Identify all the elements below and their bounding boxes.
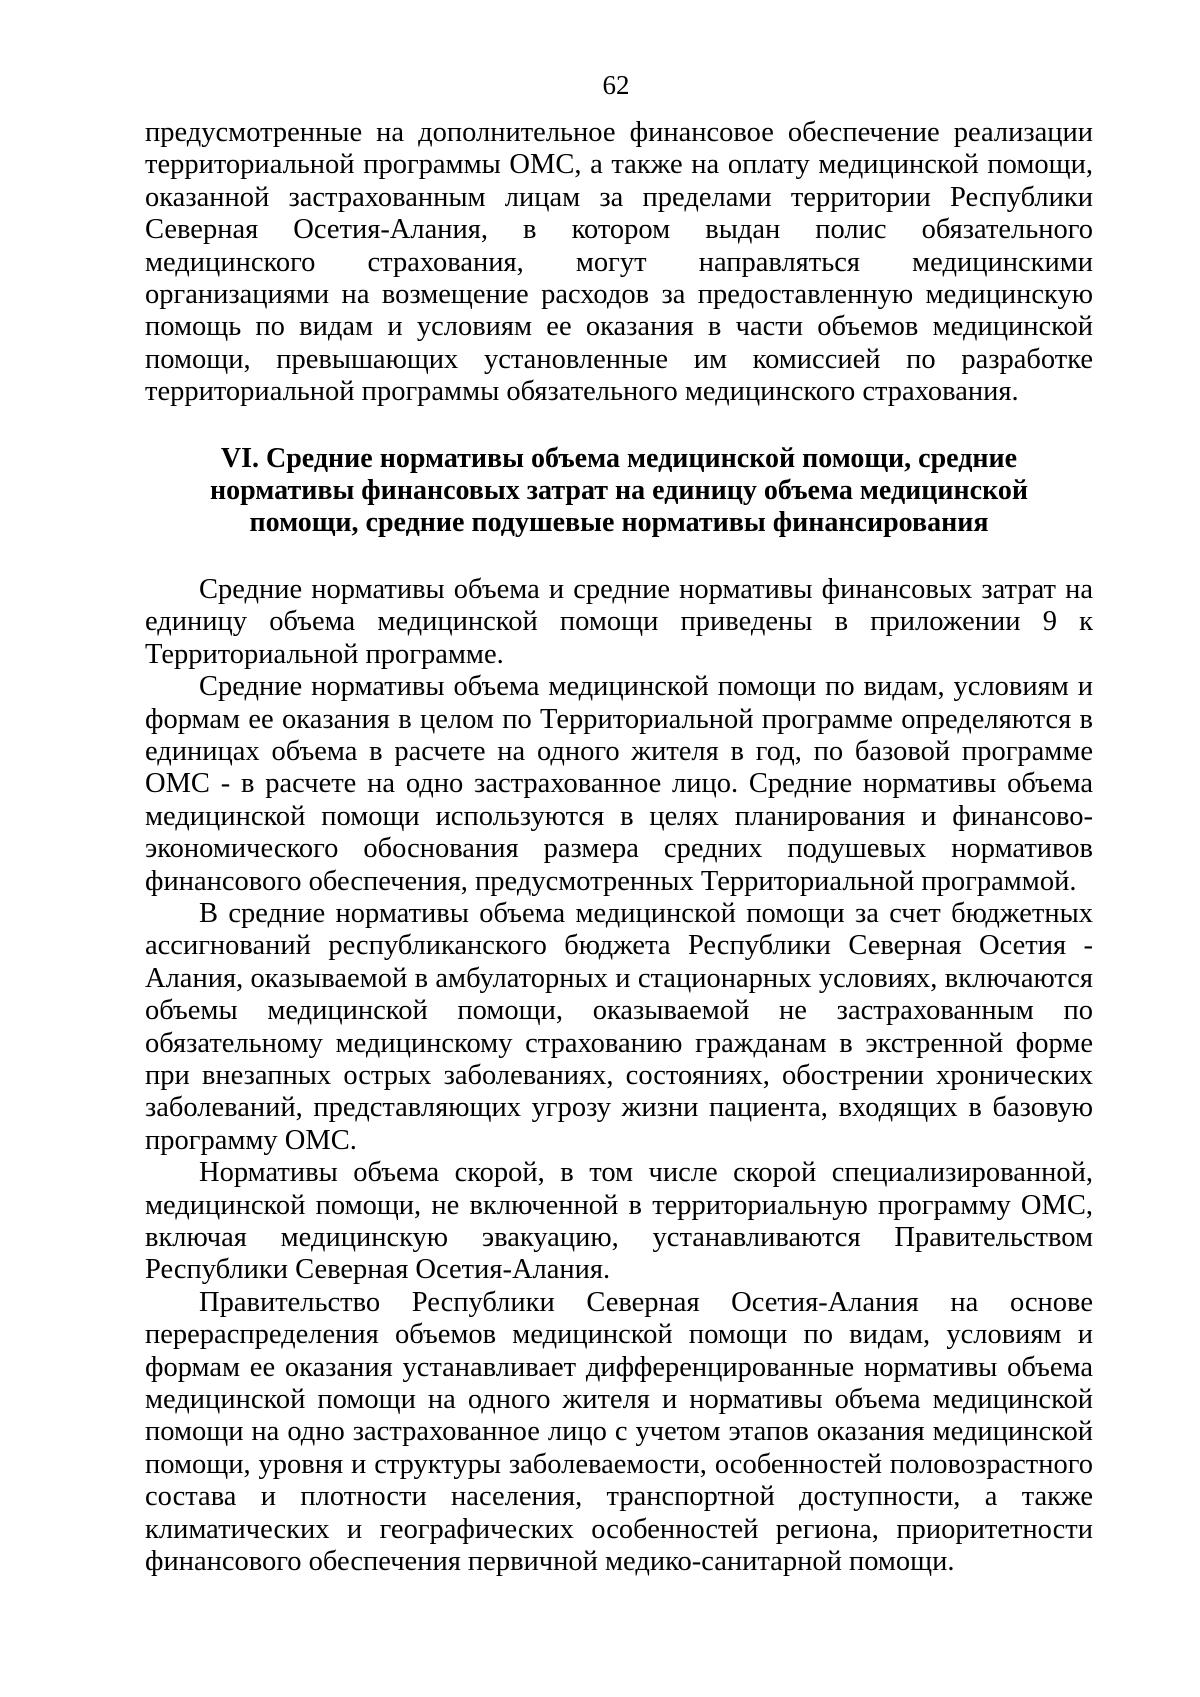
paragraph-government-differentiation: Правительство Республики Северная Осетия-Алания на основе перераспределения объемов медицинской помощи по видам, условиям и формам ее оказания устанавливает дифференцированные нормативы объема медицинской помощи на одного жителя и нормативы объема медицинской помощи на одно застрахованное лицо с учетом этапов оказания медицинской помощи, уровня и структуры заболеваемости, особенностей половозрастного состава и плотности населения, транспортной доступности, а также климатических и географических особенностей региона, приоритетности финансового обеспечения первичной медико-санитарной помощи.: [145, 1286, 1093, 1578]
paragraph-emergency-norms: Нормативы объема скорой, в том числе скорой специализированной, медицинской помощи, не включенной в территориальную программу ОМС, включая медицинскую эвакуацию, устанавливаются Правительством Республики Северная Осетия-Алания.: [145, 1157, 1093, 1286]
paragraph-volume-norms: Средние нормативы объема медицинской помощи по видам, условиям и формам ее оказания в целом по Территориальной программе определяются в единицах объема в расчете на одного жителя в год, по базовой программе ОМС - в расчете на одно застрахованное лицо. Средние нормативы объема медицинской помощи используются в целях планирования и финансово-экономического обоснования размера средних подушевых нормативов финансового обеспечения, предусмотренных Территориальной программой.: [145, 671, 1093, 897]
paragraph-continuation: предусмотренные на дополнительное финансовое обеспечение реализации территориальной программы ОМС, а также на оплату медицинской помощи, оказанной застрахованным лицам за пределами территории Республики Северная Осетия-Алания, в котором выдан полис обязательного медицинского страхования, могут направляться медицинскими организациями на возмещение расходов за предоставленную медицинскую помощь по видам и условиям ее оказания в части объемов медицинской помощи, превышающих установленные им комиссией по разработке территориальной программы обязательного медицинского страхования.: [145, 117, 1093, 408]
paragraph-averages-appendix: Средние нормативы объема и средние нормативы финансовых затрат на единицу объема медицинской помощи приведены в приложении 9 к Территориальной программе.: [145, 573, 1093, 670]
paragraph-budget-norms: В средние нормативы объема медицинской помощи за счет бюджетных ассигнований республиканского бюджета Республики Северная Осетия - Алания, оказываемой в амбулаторных и стационарных условиях, включаются объемы медицинской помощи, оказываемой не застрахованным по обязательному медицинскому страхованию гражданам в экстренной форме при внезапных острых заболеваниях, состояниях, обострении хронических заболеваний, представляющих угрозу жизни пациента, входящих в базовую программу ОМС.: [145, 897, 1093, 1156]
document-body: [145, 117, 1093, 1578]
page-number: 62: [602, 70, 630, 100]
section-heading: VI. Средние нормативы объема медицинской помощи, средние нормативы финансовых затрат на единицу объема медицинской помощи, средние подушевые нормативы финансирования: [210, 442, 1028, 539]
